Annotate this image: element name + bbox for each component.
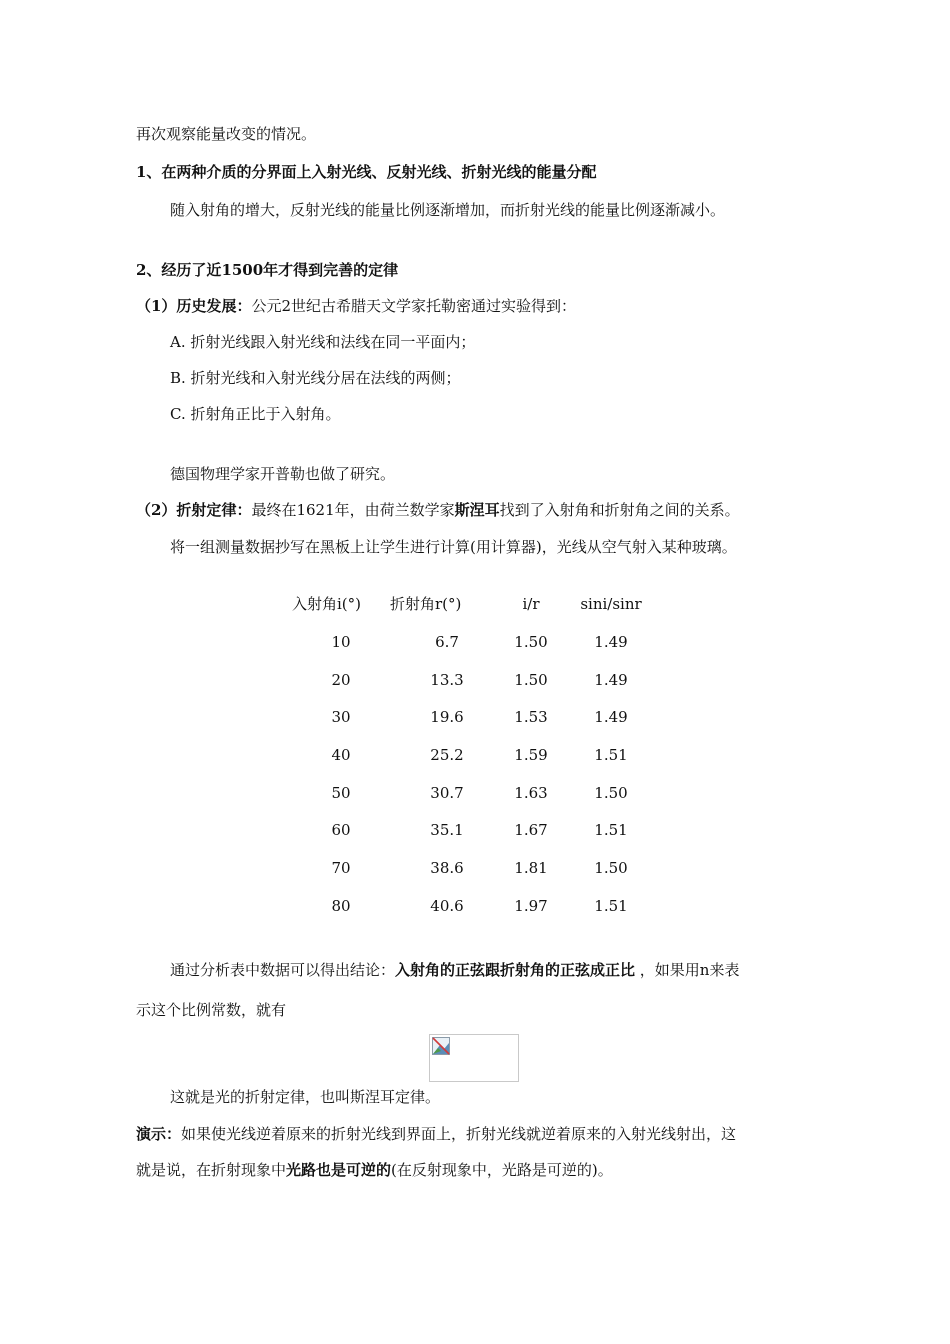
table-cell: 1.63	[514, 784, 548, 802]
table-cell: 1.81	[514, 859, 548, 877]
history-line	[136, 296, 576, 316]
table-row	[286, 896, 646, 916]
table-cell: 1.53	[514, 708, 548, 726]
table-cell: 40	[331, 746, 351, 764]
table-cell: 1.50	[514, 671, 548, 689]
item-a: A. 折射光线跟入射光线和法线在同一平面内；	[170, 333, 476, 351]
table-cell: 1.50	[594, 784, 628, 802]
table-cell: 30	[331, 708, 351, 726]
section-heading-2: 2、经历了近1500年才得到完善的定律	[136, 261, 399, 279]
paragraph-energy: 随入射角的增大，反射光线的能量比例逐渐增加，而折射光线的能量比例逐渐减小。	[170, 201, 726, 219]
table-cell: 13.3	[430, 671, 464, 689]
table-cell: 40.6	[430, 897, 464, 915]
broken-image-icon	[432, 1037, 450, 1055]
kepler-line: 德国物理学家开普勒也做了研究。	[170, 465, 396, 483]
table-cell: 1.51	[594, 746, 628, 764]
table-cell: 50	[331, 784, 351, 802]
table-cell: 1.49	[594, 708, 628, 726]
demo-text-2b: (在反射现象中，光路是可逆的)。	[391, 1161, 613, 1179]
table-cell: 6.7	[435, 633, 459, 651]
table-cell: 25.2	[430, 746, 464, 764]
section-heading-1: 1、在两种介质的分界面上入射光线、反射光线、折射光线的能量分配	[136, 163, 597, 181]
conclusion-line-2: 示这个比例常数，就有	[136, 1001, 287, 1019]
table-cell: 1.49	[594, 633, 628, 651]
table-cell: 80	[331, 897, 351, 915]
table-cell: 60	[331, 821, 351, 839]
table-row	[286, 632, 646, 652]
table-cell: 1.51	[594, 897, 628, 915]
item-b: B. 折射光线和入射光线分居在法线的两侧；	[170, 369, 461, 387]
table-cell: 20	[331, 671, 351, 689]
table-cell: 1.67	[514, 821, 548, 839]
conclusion-line	[170, 960, 739, 980]
table-row	[286, 783, 646, 803]
calc-line: 将一组测量数据抄写在黑板上让学生进行计算(用计算器)，光线从空气射入某种玻璃。	[170, 538, 737, 556]
table-cell: 1.59	[514, 746, 548, 764]
text-line: 再次观察能量改变的情况。	[136, 125, 317, 143]
law-text-2: 找到了入射角和折射角之间的关系。	[499, 501, 740, 519]
table-cell: 1.50	[514, 633, 548, 651]
table-cell: 1.97	[514, 897, 548, 915]
table-header-cell: 入射角i(°)	[292, 595, 362, 613]
table-cell: 35.1	[430, 821, 464, 839]
table-cell: 19.6	[430, 708, 464, 726]
table-row	[286, 858, 646, 878]
table-cell: 70	[331, 859, 351, 877]
table-header-cell: i/r	[522, 595, 540, 613]
law-label: （2）折射定律：	[136, 501, 252, 519]
law-line	[136, 500, 740, 520]
table-header-row	[286, 594, 646, 614]
table-row	[286, 707, 646, 727]
reversible-bold: 光路也是可逆的	[286, 1161, 392, 1179]
table-cell: 10	[331, 633, 351, 651]
demo-line	[136, 1124, 736, 1144]
item-c: C. 折射角正比于入射角。	[170, 405, 341, 423]
history-text: 公元2世纪古希腊天文学家托勒密通过实验得到：	[251, 297, 576, 315]
history-label: （1）历史发展：	[136, 297, 252, 315]
table-cell: 30.7	[430, 784, 464, 802]
table-row	[286, 670, 646, 690]
demo-text: 如果使光线逆着原来的折射光线到界面上，折射光线就逆着原来的入射光线射出，这	[181, 1125, 737, 1143]
demo-line-2	[136, 1160, 613, 1180]
law-text-1: 最终在1621年，由荷兰数学家	[251, 501, 455, 519]
conclusion-text-2: ，如果用n来表	[635, 961, 740, 979]
demo-label: 演示：	[136, 1125, 182, 1143]
formula-image	[429, 1034, 519, 1082]
conclusion-bold: 入射角的正弦跟折射角的正弦成正比	[395, 961, 636, 979]
table-cell: 1.51	[594, 821, 628, 839]
law-name-line: 这就是光的折射定律，也叫斯涅耳定律。	[170, 1088, 441, 1106]
table-header-cell: 折射角r(°)	[390, 595, 462, 613]
table-cell: 38.6	[430, 859, 464, 877]
table-cell: 1.50	[594, 859, 628, 877]
snell-name: 斯涅耳	[454, 501, 500, 519]
table-header-cell: sini/sinr	[580, 595, 642, 613]
demo-text-2a: 就是说，在折射现象中	[136, 1161, 287, 1179]
conclusion-text-1: 通过分析表中数据可以得出结论：	[170, 961, 396, 979]
table-row	[286, 745, 646, 765]
table-cell: 1.49	[594, 671, 628, 689]
table-row	[286, 820, 646, 840]
